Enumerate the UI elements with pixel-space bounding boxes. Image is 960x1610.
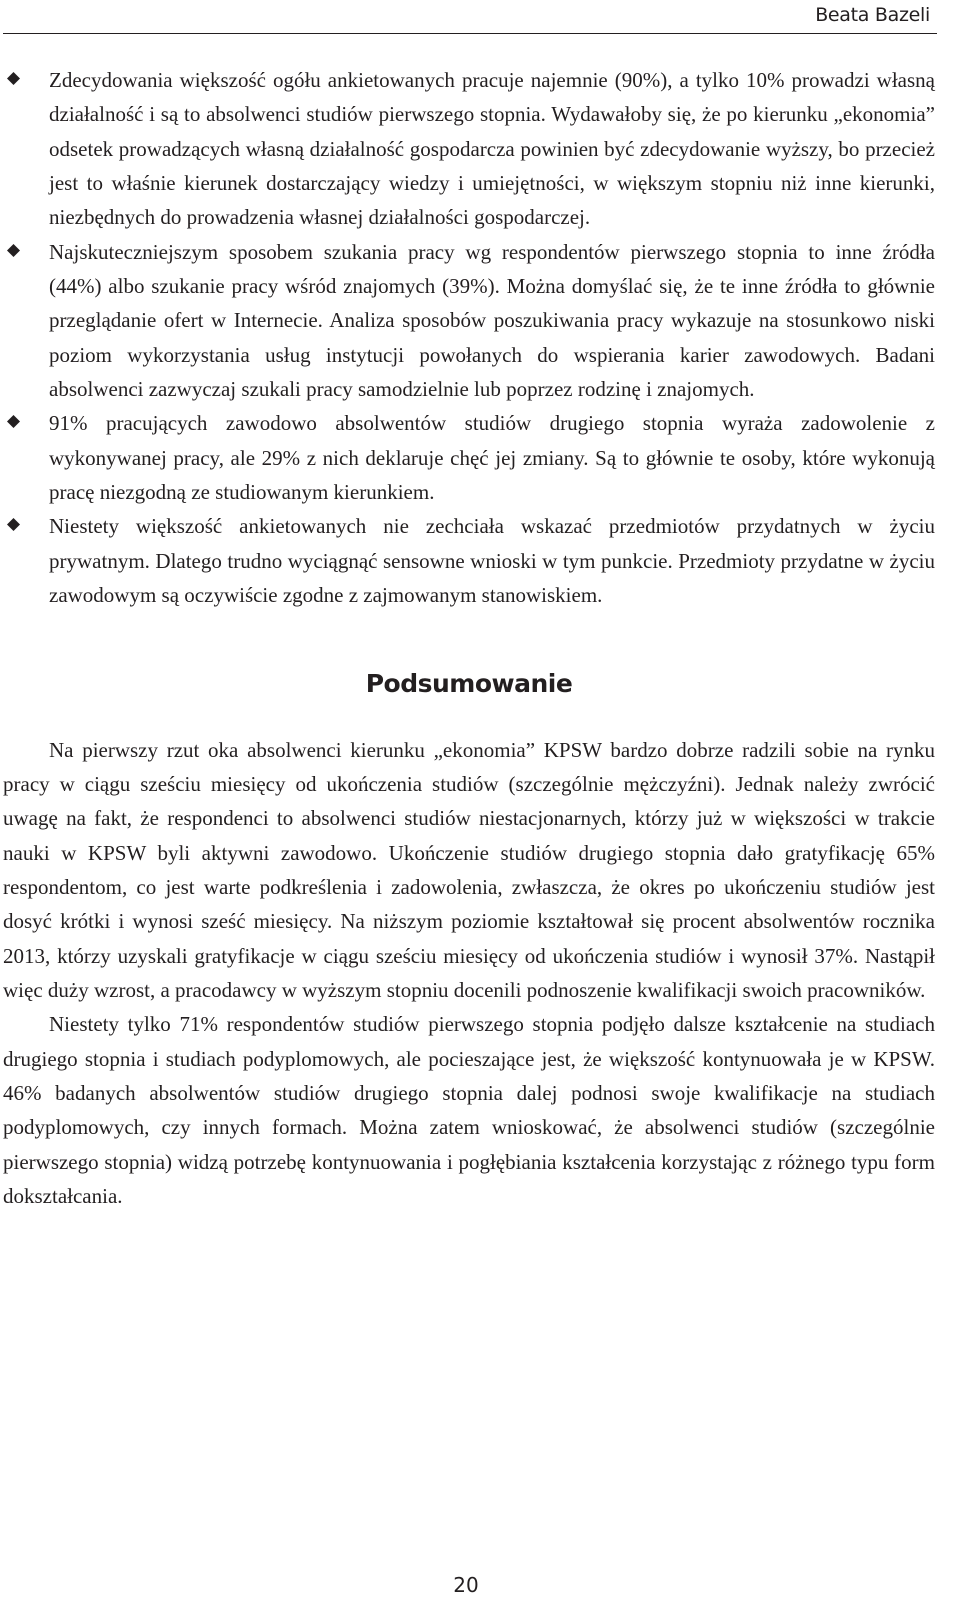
bullet-list [3,63,935,613]
page-body [3,63,935,1213]
bullet-item [3,406,935,509]
bullet-text: Niestety większość ankietowanych nie zechciała wskazać przedmiotów przydatnych w życiu prywatnym. Dlatego trudno wyciągnąć sensowne wnioski w tym punkcie. Przedmioty przydatne w życiu zawodowym są oczywiście zgodne z zajmowanym stanowiskiem. [49,514,935,608]
running-header-author: Beata Bazeli [815,4,930,26]
summary-paragraph: Na pierwszy rzut oka absolwenci kierunku „ekonomia” KPSW bardzo dobrze radzili sobie na rynku pracy w ciągu sześciu miesięcy od ukończenia studiów (szczególnie mężczyźni). Jednak należy zwrócić uwagę na fakt, że respondenci to absolwenci studiów niestacjonarnych, którzy już w większości w trakcie nauki w KPSW byli aktywni zawodowo. Ukończenie studiów drugiego stopnia dało gratyfikację 65% respondentom, co jest warte podkreślenia i zadowolenia, zwłaszcza, że okres po ukończeniu studiów jest dosyć krótki i wynosi sześć miesięcy. Na niższym poziomie kształtował się procent absolwentów rocznika 2013, którzy uzyskali gratyfikacje w ciągu sześciu miesięcy od ukończenia studiów i wynosił 37%. Nastąpił więc duży wzrost, a pracodawcy w wyższym stopniu docenili podnoszenie kwalifikacji swoich pracowników. [3,737,935,1002]
header-rule [3,33,937,34]
bullet-item [3,63,935,235]
diamond-bullet-icon [7,518,20,531]
page-number: 20 [453,1573,479,1597]
diamond-bullet-icon [7,72,20,85]
bullet-item [3,235,935,407]
bullet-item [3,509,935,612]
bullet-text: Najskuteczniejszym sposobem szukania pracy wg respondentów pierwszego stopnia to inne źródła (44%) albo szukanie pracy wśród znajomych (39%). Można domyślać się, że te inne źródła to głównie przeglądanie ofert w Internecie. Analiza sposobów poszukiwania pracy wykazuje na stosunkowo niski poziom wykorzystania usług instytucji powołanych do wspierania karier zawodowych. Badani absolwenci zazwyczaj szukali pracy samodzielnie lub poprzez rodzinę i znajomych. [49,239,935,402]
bullet-text: 91% pracujących zawodowo absolwentów studiów drugiego stopnia wyraża zadowolenie z wykonywanej pracy, ale 29% z nich deklaruje chęć jej zmiany. Są to głównie te osoby, które wykonują pracę niezgodną ze studiowanym kierunkiem. [49,411,935,505]
diamond-bullet-icon [7,415,20,428]
bullet-text: Zdecydowania większość ogółu ankietowanych pracuje najemnie (90%), a tylko 10% prowadzi własną działalność i są to absolwenci studiów pierwszego stopnia. Wydawałoby się, że po kierunku „ekonomia” odsetek prowadzących własną działalność gospodarcza powinien być zdecydowanie wyższy, bo przecież jest to właśnie kierunek dostarczający wiedzy i umiejętności, w większym stopniu niż inne kierunki, niezbędnych do prowadzenia własnej działalności gospodarczej. [49,68,935,230]
summary-paragraph: Niestety tylko 71% respondentów studiów pierwszego stopnia podjęło dalsze kształcenie na studiach drugiego stopnia i studiach podyplomowych, ale pocieszające jest, że większość kontynuowała je w KPSW. 46% badanych absolwentów studiów drugiego stopnia dalej podnosi swoje kwalifikacje na studiach podyplomowych, czy innych formach. Można zatem wnioskować, że absolwenci studiów (szczególnie pierwszego stopnia) widzą potrzebę kontynuowania i pogłębiania kształcenia korzystając z różnego typu form dokształcania. [3,1012,935,1208]
section-heading: Podsumowanie [365,668,573,698]
diamond-bullet-icon [7,244,20,257]
